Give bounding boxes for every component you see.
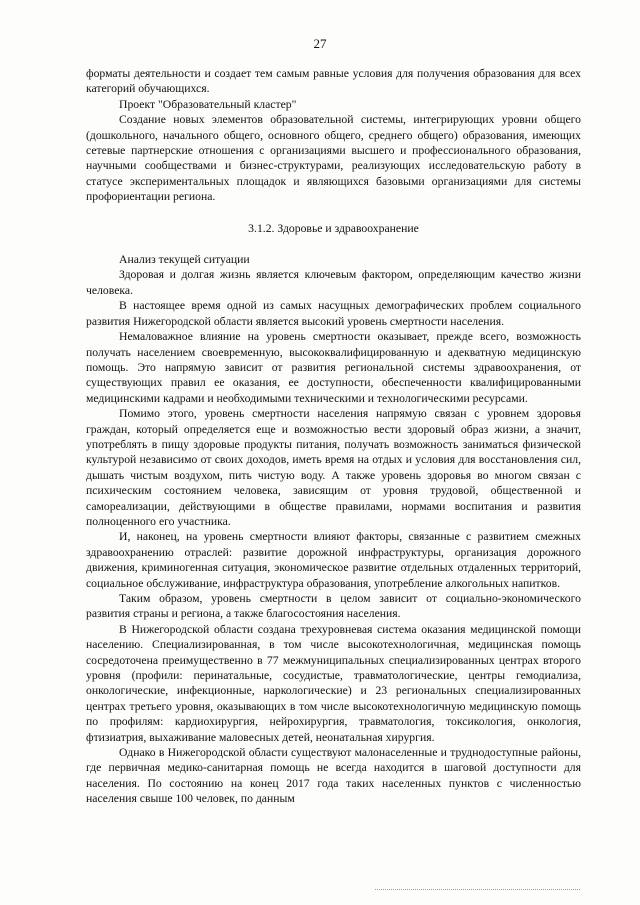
page-number: 27 — [313, 36, 327, 51]
project-title: Проект "Образовательный кластер" — [119, 97, 297, 111]
paragraph: Немаловажное влияние на уровень смертности оказывает, прежде всего, возможность получать населением своевременную, высококвалифицированную и адекватную медицинскую помощь. Это напрямую зависит от развития региональной системы здравоохранения, от существующих правил ее оказания, ее доступности, обеспеченности квалифицированными медицинскими кадрами и необходимыми техническими и технологическими ресурсами. — [86, 330, 581, 405]
paragraph-continuation: форматы деятельности и создает тем самым равные условия для получения образования для всех категорий обучающихся. — [86, 67, 581, 96]
section-heading: 3.1.2. Здоровье и здравоохранение — [248, 221, 419, 235]
scan-artifact-line — [375, 889, 580, 890]
paragraph: И, наконец, на уровень смертности влияют факторы, связанные с развитием смежных здравоохранению отраслей: развитие дорожной инфраструктуры, организация дорожного движения, криминогенная ситуация, экономическое развитие отдельных отдаленных территорий, социальное обслуживание, инфраструктура образования, употребление алкогольных напитков. — [86, 530, 581, 590]
subsection-title: Анализ текущей ситуации — [119, 253, 250, 267]
paragraph: Помимо этого, уровень смертности населения напрямую связан с уровнем здоровья граждан, который определяется еще и возможностью вести здоровый образ жизни, а значит, употреблять в пищу здоровые продукты питания, получать возможность заниматься физической культурой независимо от своих доходов, иметь время на отдых и условия для восстановления сил, дышать чистым воздухом, пить чистую воду. А также уровень здоровья во многом связан с психическим состоянием человека, зависящим от уровня трудовой, общественной и самореализации, действующими в обществе правилами, нормами воспитания и развития полноценного его участника. — [86, 407, 581, 528]
paragraph: В настоящее время одной из самых насущных демографических проблем социального развития Нижегородской области является высокий уровень смертности населения. — [86, 299, 581, 328]
paragraph: В Нижегородской области создана трехуровневая система оказания медицинской помощи населению. Специализированная, в том числе высокотехнологичная, медицинская помощь сосредоточена преимущественно в 77 межмуниципальных специализированных центрах второго уровня (профили: перинатальные, сосудистые, травматологические, центры гемодиализа, онкологические, инфекционные, наркологические) и 23 региональных специализированных центрах третьего уровня, оказывающих в том числе высокотехнологичную медицинскую помощь по профилям: кардиохирургия, нейрохирургия, травматология, токсикология, онкология, фтизиатрия, выхаживание маловесных детей, неонатальная хирургия. — [86, 622, 581, 744]
paragraph-project-description: Создание новых элементов образовательной системы, интегрирующих уровни общего (дошкольного, начального общего, основного общего, среднего общего) образования, имеющих сетевые партнерские отношения с организациями высшего и профессионального образования, научными сообществами и бизнес-структурами, реализующих исследовательскую работу в статусе экспериментальных площадок и являющихся базовыми организациями для системы профориентации региона. — [86, 113, 581, 204]
paragraph: Здоровая и долгая жизнь является ключевым фактором, определяющим качество жизни человека. — [86, 268, 581, 297]
paragraph: Таким образом, уровень смертности в целом зависит от социально-экономического развития страны и региона, а также благосостояния населения. — [86, 592, 581, 621]
paragraph: Однако в Нижегородской области существуют малонаселенные и труднодоступные районы, где первичная медико-санитарная помощь не всегда находится в шаговой доступности для населения. По состоянию на конец 2017 года таких населенных пунктов с численностью населения свыше 100 человек, по данным — [86, 746, 581, 806]
document-body — [86, 66, 581, 807]
